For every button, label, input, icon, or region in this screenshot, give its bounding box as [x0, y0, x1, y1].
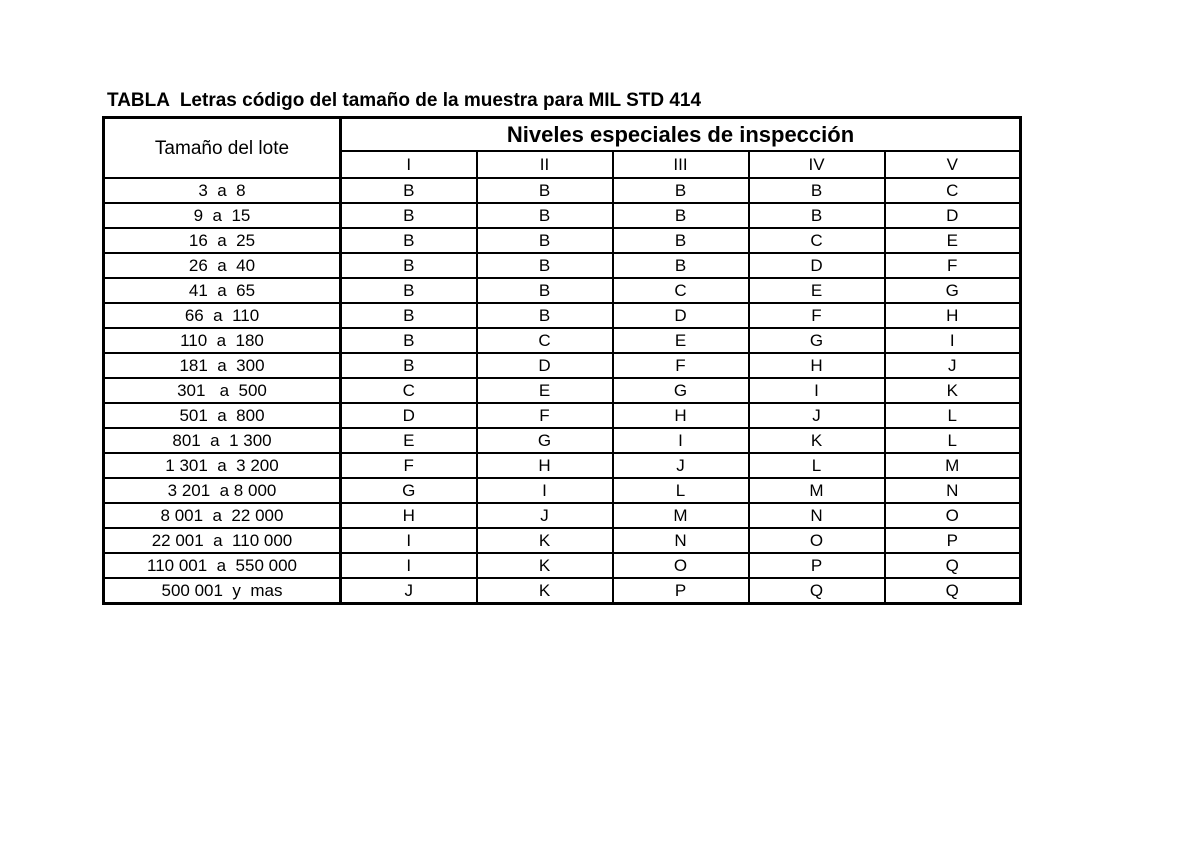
code-letter-cell: B [477, 203, 613, 228]
code-letter-cell: B [341, 228, 477, 253]
code-letter-cell: H [341, 503, 477, 528]
code-letter-cell: I [477, 478, 613, 503]
code-letter-cell: H [749, 353, 885, 378]
code-letter-cell: C [885, 178, 1021, 203]
table-row [104, 178, 1021, 203]
table-row [104, 278, 1021, 303]
code-letter-cell: O [885, 503, 1021, 528]
code-letter-cell: C [477, 328, 613, 353]
level-header-4: IV [749, 151, 885, 178]
code-letter-cell: F [477, 403, 613, 428]
table-row [104, 228, 1021, 253]
code-letter-cell: J [885, 353, 1021, 378]
code-letter-cell: I [885, 328, 1021, 353]
code-letter-cell: L [749, 453, 885, 478]
code-letter-cell: E [613, 328, 749, 353]
code-letter-cell: G [341, 478, 477, 503]
lot-size-cell: 1 301 a 3 200 [104, 453, 341, 478]
code-letter-cell: G [885, 278, 1021, 303]
code-letter-cell: Q [885, 578, 1021, 604]
code-letter-cell: E [885, 228, 1021, 253]
code-letter-cell: L [613, 478, 749, 503]
code-letter-cell: B [341, 353, 477, 378]
code-letter-cell: M [885, 453, 1021, 478]
code-letter-cell: K [477, 528, 613, 553]
code-letter-cell: F [885, 253, 1021, 278]
code-letter-cell: H [477, 453, 613, 478]
table-row [104, 528, 1021, 553]
code-letter-cell: Q [885, 553, 1021, 578]
table-row [104, 578, 1021, 604]
lot-size-cell: 41 a 65 [104, 278, 341, 303]
code-letter-cell: K [477, 578, 613, 604]
code-letter-cell: E [477, 378, 613, 403]
code-letter-cell: B [613, 203, 749, 228]
code-letter-cell: B [477, 278, 613, 303]
table-row [104, 553, 1021, 578]
table-row [104, 428, 1021, 453]
code-letter-cell: B [477, 178, 613, 203]
lot-size-cell: 110 001 a 550 000 [104, 553, 341, 578]
lot-size-cell: 181 a 300 [104, 353, 341, 378]
code-letter-cell: B [477, 303, 613, 328]
inspection-levels-header: Niveles especiales de inspección [341, 118, 1021, 152]
header-row-top [104, 118, 1021, 152]
code-letter-cell: D [749, 253, 885, 278]
lot-size-cell: 110 a 180 [104, 328, 341, 353]
code-letter-cell: P [885, 528, 1021, 553]
code-letter-cell: P [613, 578, 749, 604]
code-letter-cell: B [749, 203, 885, 228]
table-row [104, 328, 1021, 353]
lot-size-cell: 301 a 500 [104, 378, 341, 403]
code-letter-cell: H [885, 303, 1021, 328]
code-letter-cell: Q [749, 578, 885, 604]
code-letter-cell: J [749, 403, 885, 428]
code-letter-cell: B [341, 303, 477, 328]
lot-size-cell: 26 a 40 [104, 253, 341, 278]
code-letter-cell: B [613, 178, 749, 203]
level-header-1: I [341, 151, 477, 178]
table-row [104, 303, 1021, 328]
code-letter-cell: L [885, 428, 1021, 453]
code-letter-cell: O [749, 528, 885, 553]
table-title: TABLA Letras código del tamaño de la muestra para MIL STD 414 [107, 90, 702, 111]
code-letter-cell: O [613, 553, 749, 578]
code-letter-cell: D [477, 353, 613, 378]
code-letter-cell: F [613, 353, 749, 378]
lot-size-header: Tamaño del lote [104, 118, 341, 179]
code-letter-cell: I [749, 378, 885, 403]
code-letter-cell: F [749, 303, 885, 328]
code-letter-cell: I [341, 553, 477, 578]
code-letter-cell: E [341, 428, 477, 453]
table-row [104, 353, 1021, 378]
code-letter-cell: K [885, 378, 1021, 403]
code-letter-cell: B [613, 253, 749, 278]
code-letter-cell: F [341, 453, 477, 478]
code-letter-cell: G [749, 328, 885, 353]
lot-size-cell: 500 001 y mas [104, 578, 341, 604]
code-letter-cell: B [341, 253, 477, 278]
code-letter-cell: N [613, 528, 749, 553]
code-letter-cell: B [341, 278, 477, 303]
lot-size-cell: 22 001 a 110 000 [104, 528, 341, 553]
level-header-5: V [885, 151, 1021, 178]
code-letter-cell: D [885, 203, 1021, 228]
code-letter-cell: N [885, 478, 1021, 503]
code-letter-cell: P [749, 553, 885, 578]
lot-size-cell: 66 a 110 [104, 303, 341, 328]
lot-size-cell: 801 a 1 300 [104, 428, 341, 453]
code-letter-cell: J [477, 503, 613, 528]
table-row [104, 453, 1021, 478]
code-letter-cell: N [749, 503, 885, 528]
code-letter-cell: G [477, 428, 613, 453]
code-letter-cell: B [341, 178, 477, 203]
code-letter-cell: B [613, 228, 749, 253]
code-letter-cell: I [341, 528, 477, 553]
code-letter-cell: M [749, 478, 885, 503]
lot-size-cell: 3 201 a 8 000 [104, 478, 341, 503]
code-letter-cell: B [749, 178, 885, 203]
lot-size-cell: 9 a 15 [104, 203, 341, 228]
table-row [104, 253, 1021, 278]
code-letter-cell: H [613, 403, 749, 428]
code-letter-cell: K [477, 553, 613, 578]
table-row [104, 203, 1021, 228]
lot-size-cell: 8 001 a 22 000 [104, 503, 341, 528]
code-letter-cell: G [613, 378, 749, 403]
code-letter-cell: C [341, 378, 477, 403]
lot-size-cell: 16 a 25 [104, 228, 341, 253]
code-letter-cell: B [477, 253, 613, 278]
level-header-3: III [613, 151, 749, 178]
sample-size-code-table [102, 116, 1022, 605]
level-header-2: II [477, 151, 613, 178]
code-letter-cell: J [613, 453, 749, 478]
code-letter-cell: L [885, 403, 1021, 428]
code-letter-cell: B [341, 203, 477, 228]
lot-size-cell: 3 a 8 [104, 178, 341, 203]
code-letter-cell: D [613, 303, 749, 328]
code-letter-cell: E [749, 278, 885, 303]
code-letter-cell: M [613, 503, 749, 528]
table-row [104, 378, 1021, 403]
lot-size-cell: 501 a 800 [104, 403, 341, 428]
code-letter-cell: B [341, 328, 477, 353]
code-letter-cell: D [341, 403, 477, 428]
code-letter-cell: J [341, 578, 477, 604]
code-letter-cell: B [477, 228, 613, 253]
table-row [104, 403, 1021, 428]
table-row [104, 478, 1021, 503]
code-letter-cell: C [613, 278, 749, 303]
code-letter-cell: K [749, 428, 885, 453]
code-letter-cell: C [749, 228, 885, 253]
table-body [104, 178, 1021, 604]
table-row [104, 503, 1021, 528]
code-letter-cell: I [613, 428, 749, 453]
